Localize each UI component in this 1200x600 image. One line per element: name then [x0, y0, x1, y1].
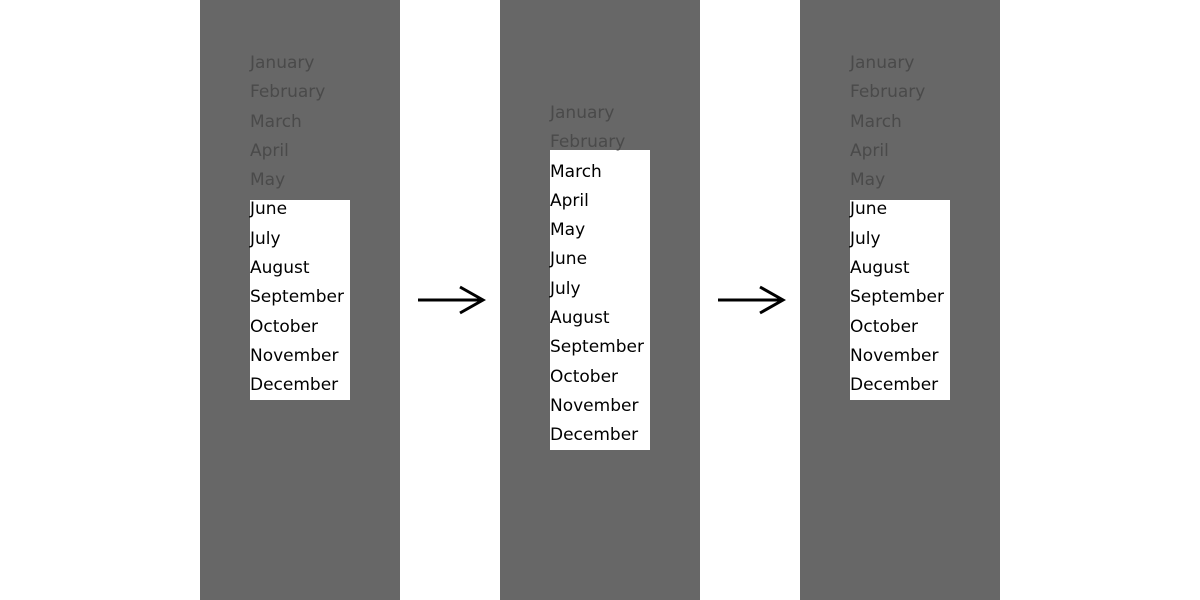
- stage-panel-restored: [800, 0, 1000, 600]
- right-arrow-icon: [416, 284, 486, 316]
- month-item: January: [250, 53, 315, 73]
- right-arrow-icon: [716, 284, 786, 316]
- month-item: January: [850, 53, 915, 73]
- month-item: February: [850, 82, 926, 103]
- month-item: August: [850, 258, 910, 279]
- month-item: June: [550, 249, 588, 270]
- month-item: March: [550, 161, 602, 182]
- month-item: April: [850, 140, 889, 161]
- month-item: May: [850, 170, 886, 191]
- month-item: October: [550, 366, 619, 387]
- month-item: May: [550, 220, 586, 241]
- stage-panel-initial: [200, 0, 400, 600]
- month-item: November: [550, 395, 639, 416]
- month-item: July: [250, 228, 281, 249]
- month-item: February: [250, 82, 326, 103]
- month-item: April: [250, 140, 289, 161]
- month-item: June: [250, 199, 288, 220]
- month-item: July: [850, 228, 881, 249]
- month-list: [250, 49, 344, 401]
- month-item: December: [550, 425, 639, 446]
- month-item: October: [250, 316, 319, 337]
- stage-panel-scrolled: [500, 0, 700, 600]
- month-item: May: [250, 170, 286, 191]
- month-item: October: [850, 316, 919, 337]
- month-item: July: [550, 278, 581, 299]
- month-item: September: [850, 287, 944, 308]
- month-item: November: [250, 345, 339, 366]
- month-item: February: [550, 132, 626, 153]
- month-item: December: [850, 375, 939, 396]
- month-item: September: [250, 287, 344, 308]
- month-item: August: [250, 258, 310, 279]
- month-item: March: [850, 111, 902, 132]
- month-item: September: [550, 337, 644, 358]
- month-list: [850, 49, 944, 401]
- month-item: November: [850, 345, 939, 366]
- month-item: March: [250, 111, 302, 132]
- month-list: [550, 99, 644, 451]
- month-item: June: [850, 199, 888, 220]
- month-item: August: [550, 308, 610, 329]
- month-item: April: [550, 190, 589, 211]
- month-item: December: [250, 375, 339, 396]
- month-item: January: [550, 103, 615, 123]
